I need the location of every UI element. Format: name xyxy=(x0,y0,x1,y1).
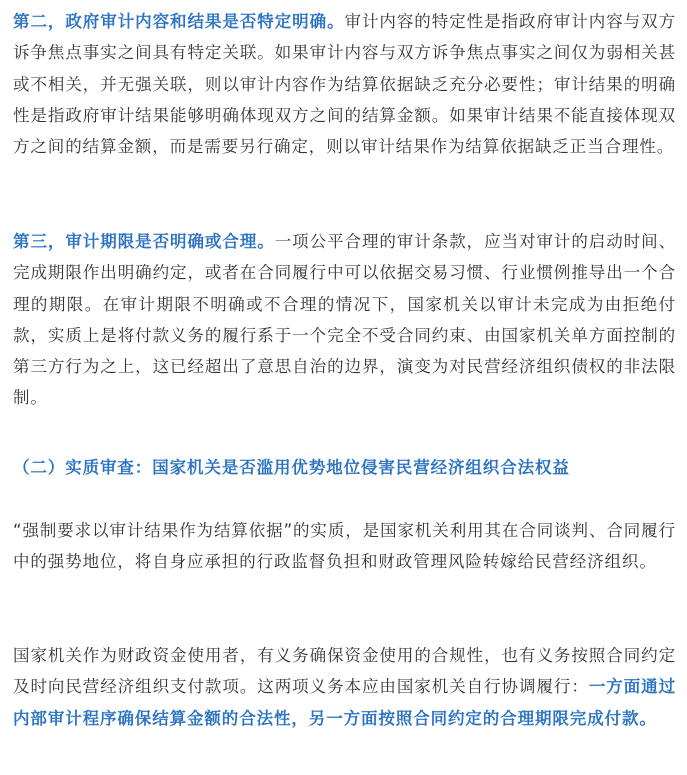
paragraph-audit-period xyxy=(13,226,676,414)
paragraph-body: 国家机关作为财政资金使用者，有义务确保资金使用的合规性，也有义务按照合同约定及时向民营经济组织支付款项。这两项义务本应由国家机关自行协调履行： xyxy=(13,646,676,697)
paragraph-lead: 第三，审计期限是否明确或合理。 xyxy=(13,232,275,251)
paragraph-lead: 第二，政府审计内容和结果是否特定明确。 xyxy=(13,12,345,31)
paragraph-body: “强制要求以审计结果作为结算依据”的实质，是国家机关利用其在合同谈判、合同履行中的强势地位，将自身应承担的行政监督负担和财政管理风险转嫁给民营经济组织。 xyxy=(13,521,676,572)
paragraph-audit-content-specificity xyxy=(13,6,676,162)
section-heading: （二）实质审查：国家机关是否滥用优势地位侵害民营经济组织合法权益 xyxy=(13,458,570,477)
paragraph-substance xyxy=(13,515,676,578)
paragraph-body: 一项公平合理的审计条款，应当对审计的启动时间、完成期限作出明确约定，或者在合同履行中可以依据交易习惯、行业惯例推导出一个合理的期限。在审计期限不明确或不合理的情况下，国家机关以审计未完成为由拒绝付款，实质上是将付款义务的履行系于一个完全不受合同约束、由国家机关单方面控制的第三方行为之上，这已经超出了意思自治的边界，演变为对民营经济组织债权的非法限制。 xyxy=(13,232,677,408)
paragraph-body: 审计内容的特定性是指政府审计内容与双方诉争焦点事实之间具有特定关联。如果审计内容与双方诉争焦点事实之间仅为弱相关甚或不相关，并无强关联，则以审计内容作为结算依据缺乏充分必要性；审计结果的明确性是指政府审计结果能够明确体现双方之间的结算金额。如果审计结果不能直接体现双方之间的结算金额，而是需要另行确定，则以审计结果作为结算依据缺乏正当合理性。 xyxy=(13,12,676,157)
paragraph-emphasis: 一方面通过内部审计程序确保结算金额的合法性，另一方面按照合同约定的合理期限完成付款。 xyxy=(13,677,677,728)
paragraph-obligations xyxy=(13,640,676,734)
